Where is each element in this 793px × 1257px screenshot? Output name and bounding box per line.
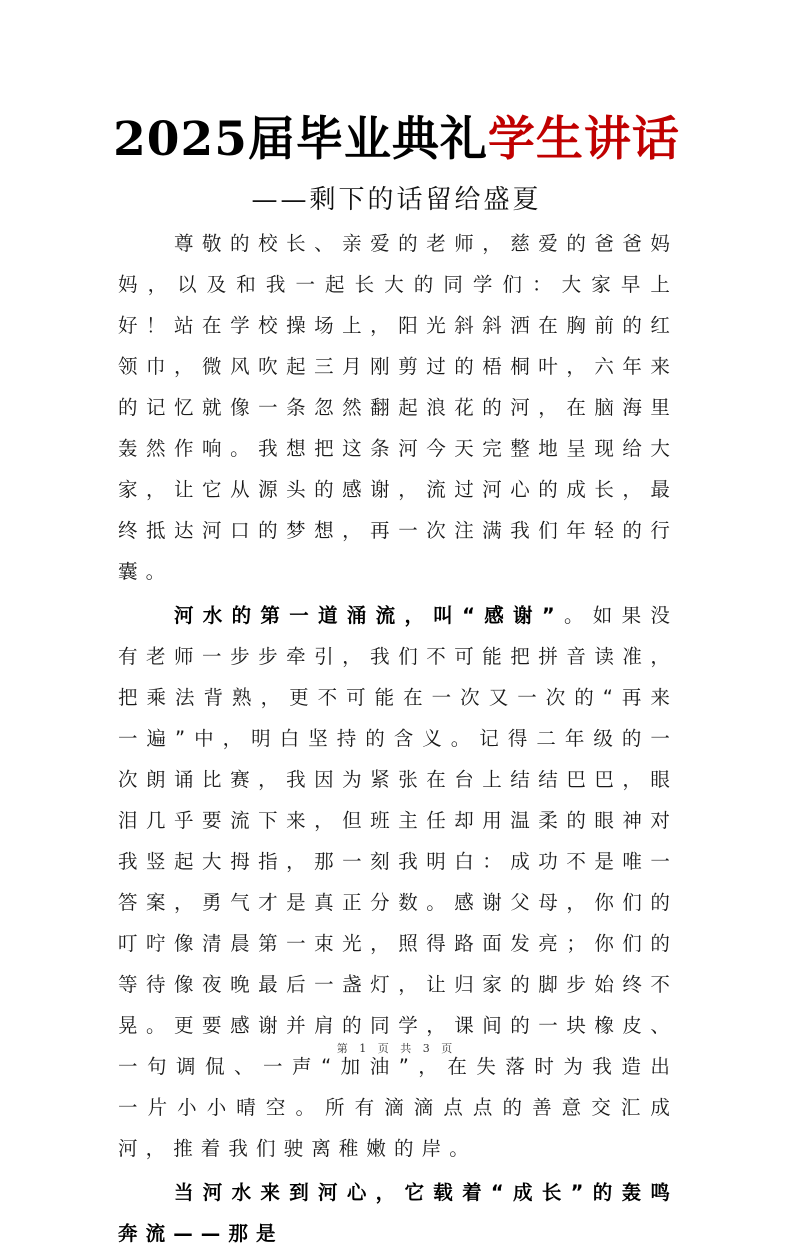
title-main: 2025届毕业典礼 [113, 112, 488, 167]
document-title [0, 112, 793, 168]
paragraph-greeting [118, 223, 678, 592]
paragraph-lead: 河水的第一道涌流，叫“感谢” [174, 604, 563, 627]
document-subtitle: ——剩下的话留给盛夏 [251, 185, 542, 215]
page-footer: 第 1 页 共 3 页 [336, 1042, 457, 1055]
paragraph-gratitude [118, 595, 678, 1169]
paragraph-growth [118, 1172, 678, 1254]
title-highlight: 学生讲话 [487, 112, 680, 167]
paragraph-lead: 当河水来到河心，它载着“成长”的轰鸣奔流——那是 [118, 1181, 678, 1245]
document-body [118, 223, 678, 1257]
paragraph-text: 尊敬的校长、亲爱的老师，慈爱的爸爸妈妈，以及和我一起长大的同学们：大家早上好！站在学校操场上，阳光斜斜洒在胸前的红领巾，微风吹起三月刚剪过的梧桐叶，六年来的记忆就像一条忽然翻起浪花的河，在脑海里轰然作响。我想把这条河今天完整地呈现给大家，让它从源头的感谢，流过河心的成长，最终抵达河口的梦想，再一次注满我们年轻的行囊。 [118, 232, 678, 583]
paragraph-text: 。如果没有老师一步步牵引，我们不可能把拼音读准，把乘法背熟，更不可能在一次又一次的“再来一遍”中，明白坚持的含义。记得二年级的一次朗诵比赛，我因为紧张在台上结结巴巴，眼泪几乎要流下来，但班主任却用温柔的眼神对我竖起大拇指，那一刻我明白：成功不是唯一答案，勇气才是真正分数。感谢父母，你们的叮咛像清晨第一束光，照得路面发亮；你们的等待像夜晚最后一盏灯，让归家的脚步始终不晃。更要感谢并肩的同学，课间的一块橡皮、一句调侃、一声“加油”，在失落时为我造出一片小小晴空。所有滴滴点点的善意交汇成河，推着我们驶离稚嫩的岸。 [118, 604, 678, 1160]
